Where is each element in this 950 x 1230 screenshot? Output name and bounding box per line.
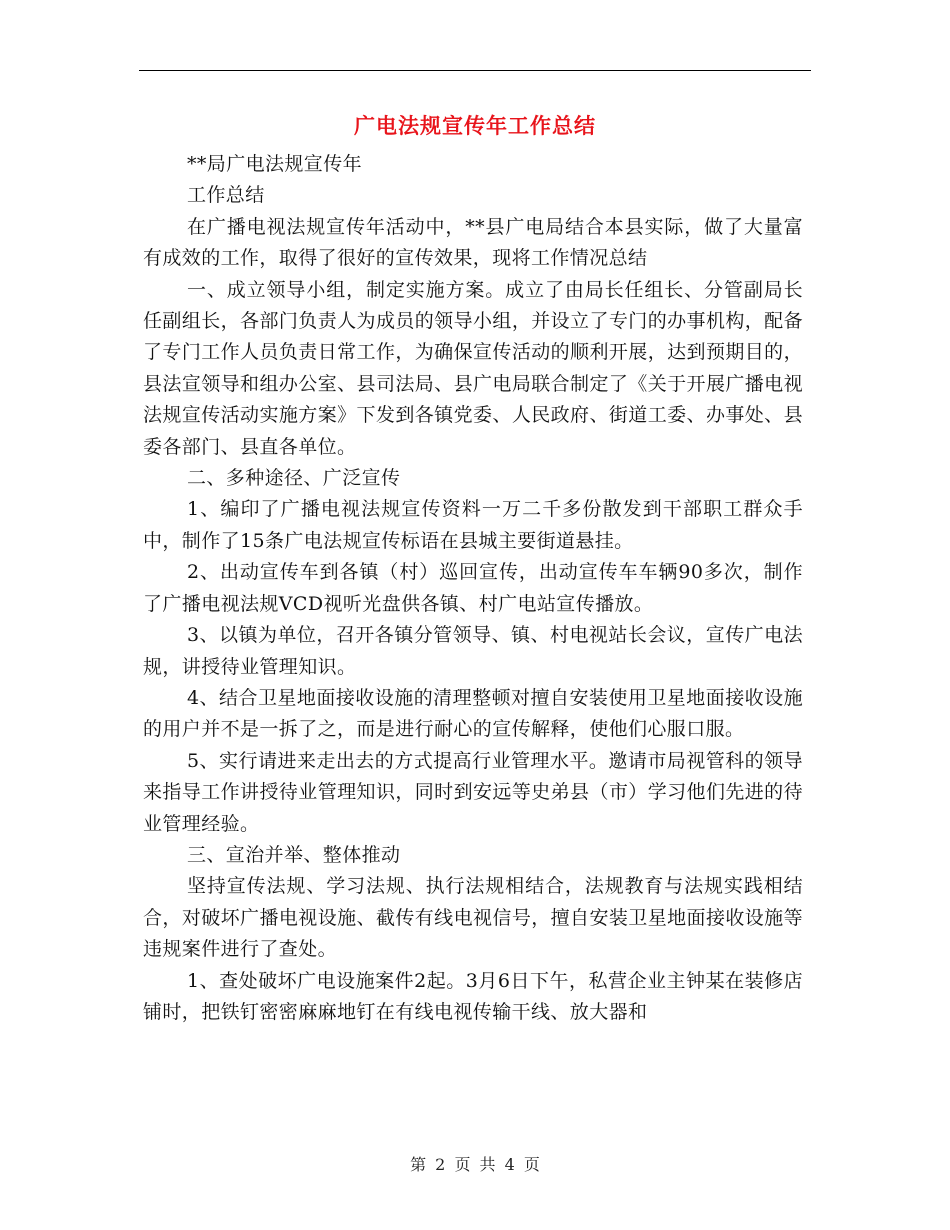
list-item: 5、实行请进来走出去的方式提高行业管理水平。邀请市局视管科的领导来指导工作讲授待业管理知识，同时到安远等史弟县（市）学习他们先进的待业管理经验。 (143, 749, 803, 835)
body-paragraph: 工作总结 (187, 184, 265, 207)
list-item: 1、编印了广播电视法规宣传资料一万二千多份散发到干部职工群众手中，制作了15条广电法规宣传标语在县城主要街道悬挂。 (143, 498, 803, 552)
section-heading-2: 二、多种途径、广泛宣传 (187, 467, 401, 490)
list-item: 2、出动宣传车到各镇（村）巡回宣传，出动宣传车车辆90多次，制作了广播电视法规VCD视听光盘供各镇、村广电站宣传播放。 (143, 561, 803, 615)
list-item: 3、以镇为单位，召开各镇分管领导、镇、村电视站长会议，宣传广电法规，讲授待业管理知识。 (143, 624, 803, 678)
document-title: 广电法规宣传年工作总结 (354, 114, 596, 138)
body-paragraph: 在广播电视法规宣传年活动中，**县广电局结合本县实际，做了大量富有成效的工作，取得了很好的宣传效果，现将工作情况总结 (143, 215, 803, 270)
document-body (143, 149, 803, 1028)
list-item: 1、查处破坏广电设施案件2起。3月6日下午，私营企业主钟某在装修店铺时，把铁钉密密麻麻地钉在有线电视传输干线、放大器和 (143, 969, 803, 1023)
page-number: 第 2 页 共 4 页 (410, 1155, 540, 1174)
body-paragraph: 坚持宣传法规、学习法规、执行法规相结合，法规教育与法规实践相结合，对破坏广播电视设施、截传有线电视信号，擅自安装卫星地面接收设施等违规案件进行了查处。 (143, 875, 803, 961)
header-rule (139, 70, 811, 71)
body-paragraph: **局广电法规宣传年 (187, 153, 363, 175)
section-heading-3: 三、宣治并举、整体推动 (187, 843, 401, 866)
list-item: 4、结合卫星地面接收设施的清理整顿对擅自安装使用卫星地面接收设施的用户并不是一拆了之，而是进行耐心的宣传解释，使他们心服口服。 (143, 686, 803, 741)
section-heading-1: 一、成立领导小组，制定实施方案。成立了由局长任组长、分管副局长任副组长，各部门负责人为成员的领导小组，并设立了专门的办事机构，配备了专门工作人员负责日常工作，为确保宣传活动的顺利开展，达到预期目的，县法宣领导和组办公室、县司法局、县广电局联合制定了《关于开展广播电视法规宣传活动实施方案》下发到各镇党委、人民政府、街道工委、办事处、县委各部门、县直各单位。 (143, 278, 803, 458)
